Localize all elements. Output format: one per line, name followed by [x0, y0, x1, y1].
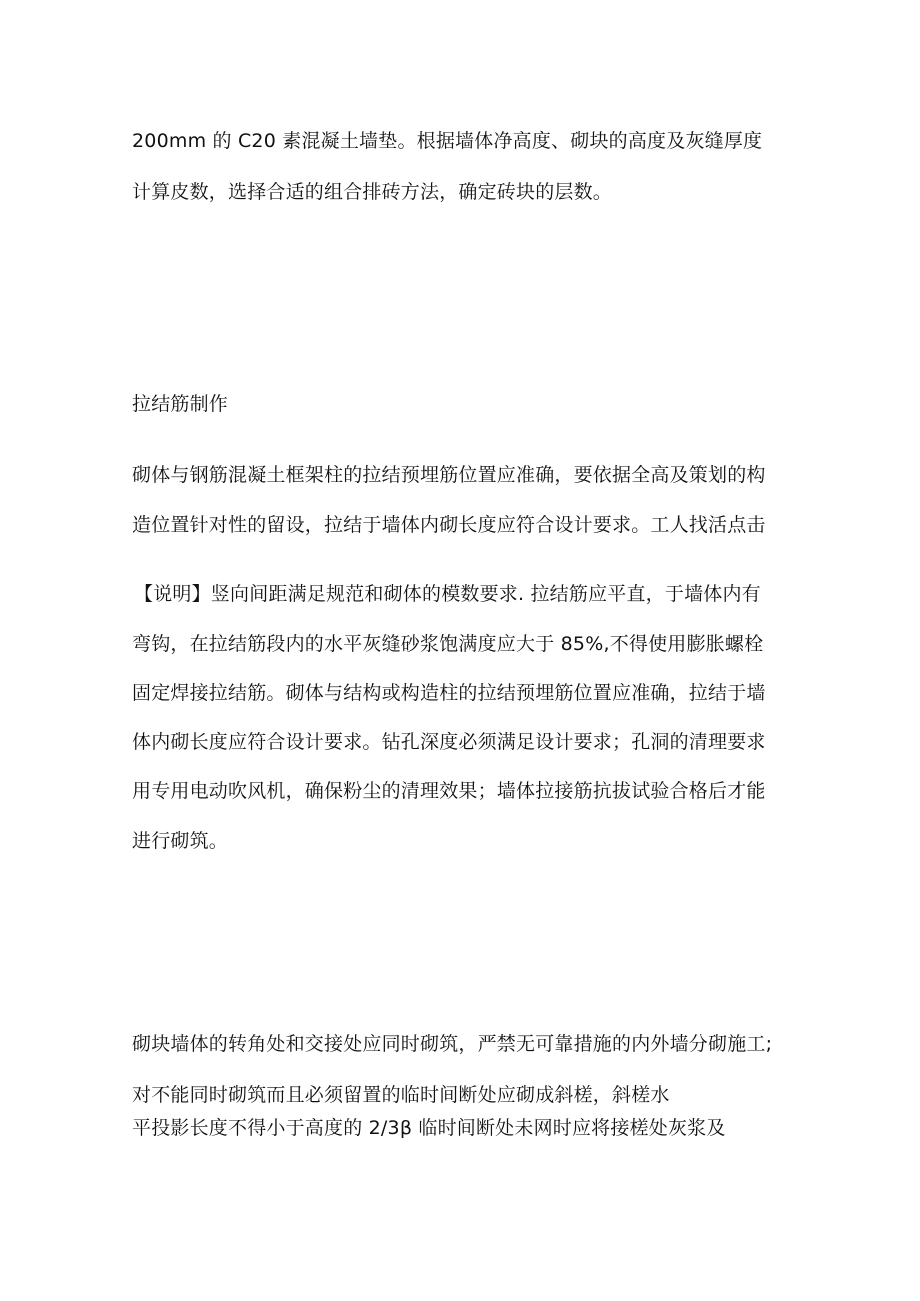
paragraph-3-line-6: 进行砌筑。 [132, 830, 229, 852]
paragraph-2-line-2: 造位置针对性的留设，拉结于墙体内砌长度应符合设计要求。工人找活点击 [132, 514, 766, 536]
paragraph-1-line-2: 计算皮数，选择合适的组合排砖方法，确定砖块的层数。 [132, 181, 613, 203]
paragraph-3-line-1: 【说明】竖向间距满足规范和砌体的模数要求. 拉结筋应平直，于墙体内有 [134, 583, 761, 605]
paragraph-3-line-5: 用专用电动吹风机，确保粉尘的清理效果；墙体拉接筋抗拔试验合格后才能 [132, 780, 766, 802]
paragraph-1-line-1: 200mm 的 C20 素混凝土墙垫。根据墙体净高度、砌块的高度及灰缝厚度 [132, 130, 763, 152]
paragraph-3-line-2: 弯钩，在拉结筋段内的水平灰缝砂浆饱满度应大于 85%,不得使用膨胀螺栓 [132, 633, 764, 655]
paragraph-3-line-3: 固定焊接拉结筋。砌体与结构或构造柱的拉结预埋筋位置应准确，拉结于墙 [132, 682, 766, 704]
paragraph-3-line-4: 体内砌长度应符合设计要求。钻孔深度必须满足设计要求；孔洞的清理要求 [132, 731, 766, 753]
section-heading: 拉结筋制作 [132, 393, 229, 415]
paragraph-2-line-1: 砌体与钢筋混凝土框架柱的拉结预埋筋位置应准确，要依据全高及策划的构 [132, 464, 766, 486]
paragraph-4-line-2: 对不能同时砌筑而且必须留置的临时间断处应砌成斜槎，斜槎水 [132, 1084, 670, 1106]
paragraph-4-line-1: 砌块墙体的转角处和交接处应同时砌筑，严禁无可靠措施的内外墙分砌施工; [132, 1033, 773, 1055]
paragraph-4-line-3: 平投影长度不得小于高度的 2/3β 临时间断处未网时应将接槎处灰浆及 [132, 1117, 726, 1139]
